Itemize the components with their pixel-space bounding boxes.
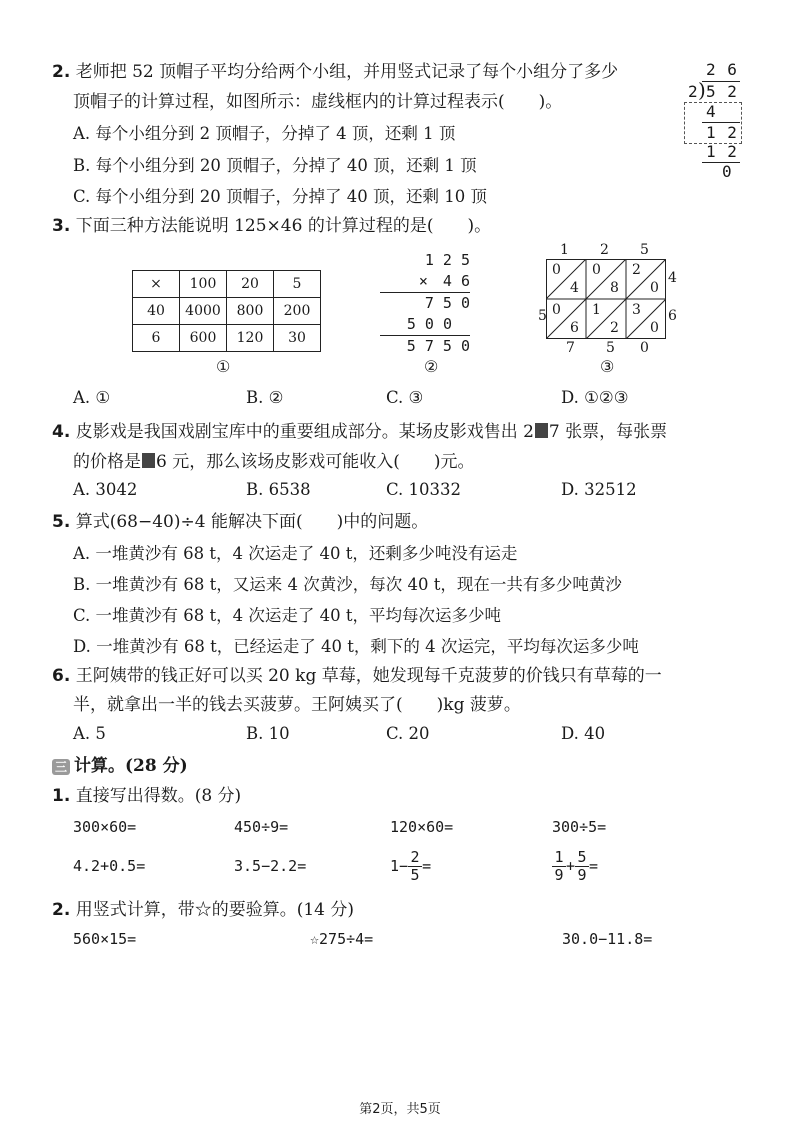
division-bracket: ) [698,78,706,102]
q3-option-b: B. ② [246,388,284,407]
q3-option-a: A. ① [73,388,111,407]
masked-digit-box [535,423,548,438]
q4-option-c: C. 10332 [386,480,462,499]
q2-option-c: C. 每个小组分到 20 顶帽子，分掉了 40 顶，还剩 10 顶 [73,187,487,206]
lattice-cell-a: 3 [632,302,641,318]
fraction-denominator: 9 [577,865,587,884]
table-cell: 40 [133,298,180,325]
lattice-grid [546,259,666,339]
q2-line1 [52,60,618,84]
lattice-left: 5 [538,308,547,324]
division-step1: 4 [706,102,716,121]
fraction-numerator: 5 [577,847,587,866]
table-cell: 5 [274,271,321,298]
lattice-cell-a: 0 [592,262,601,278]
lattice-bottom-3: 0 [640,340,649,356]
fraction [552,849,566,884]
calc2-item: 30.0−11.8= [562,930,653,948]
lattice-cell-a: 0 [552,262,561,278]
q4-text-2b: 6 元，那么该场皮影戏可能收入( )元。 [156,452,475,472]
q6-line2: 半，就拿出一半的钱去买菠萝。王阿姨买了( )kg 菠萝。 [73,695,521,715]
q5-option-d: D. 一堆黄沙有 68 t，已经运走了 40 t，剩下的 4 次运完，平均每次运多少吨 [73,637,639,656]
q3-line [52,214,491,238]
q4-option-d: D. 32512 [561,480,637,499]
calc1-item: 120×60= [390,818,454,836]
q2-line2: 顶帽子的计算过程，如图所示：虚线框内的计算过程表示( )。 [73,92,563,112]
q5-option-c: C. 一堆黄沙有 68 t，4 次运走了 40 t，平均每次运多少吨 [73,606,502,625]
division-remainder: 0 [722,162,732,181]
q4-option-a: A. 3042 [73,480,138,499]
q6-line1 [52,664,662,688]
q5-text: 算式(68−40)÷4 能解决下面( )中的问题。 [75,512,429,532]
lattice-bottom-1: 7 [566,340,575,356]
lattice-top-2: 2 [600,242,609,258]
q2-option-a: A. 每个小组分到 2 顶帽子，分掉了 4 顶，还剩 1 顶 [73,124,456,143]
table-cell: 120 [227,325,274,352]
table-cell: 800 [227,298,274,325]
lattice-cell-b: 4 [570,280,579,296]
calc2-item: ☆275÷4= [310,930,374,948]
q5-option-a: A. 一堆黄沙有 68 t，4 次运走了 40 t，还剩多少吨没有运走 [73,544,518,563]
lattice-cell-b: 6 [570,320,579,336]
table-row [133,298,321,325]
q4-option-b: B. 6538 [246,480,311,499]
q3-text: 下面三种方法能说明 125×46 的计算过程的是( )。 [75,216,492,236]
q4-line2 [73,450,474,474]
lattice-cell-b: 0 [650,280,659,296]
lattice-cell-a: 2 [632,262,641,278]
section3-heading [52,754,188,778]
fraction-denominator: 5 [410,865,420,884]
lattice-top-3: 5 [640,242,649,258]
q6-option-c: C. 20 [386,724,430,743]
q5-option-b: B. 一堆黄沙有 68 t，又运来 4 次黄沙，每次 40 t，现在一共有多少吨黄沙 [73,575,622,594]
table-row [133,325,321,352]
lattice-cell-a: 1 [592,302,601,318]
calc1-item: 4.2+0.5= [73,857,146,875]
lattice-right-1: 4 [668,270,677,286]
method2-vertical [380,250,470,357]
lattice-bottom-2: 5 [606,340,615,356]
q3-option-d: D. ①②③ [561,388,629,407]
lattice-cell-a: 0 [552,302,561,318]
division-divisor: 2 [688,82,698,101]
label-method1: ① [216,357,231,376]
calc1-number: 1. [52,786,71,806]
q2-option-b: B. 每个小组分到 20 顶帽子，分掉了 40 顶，还剩 1 顶 [73,156,477,175]
label-method2: ② [424,357,439,376]
calc1-item: 3.5−2.2= [234,857,307,875]
table-cell: 4000 [180,298,227,325]
division-quotient: 2 6 [706,60,738,79]
vertical-mult: × 4 6 [418,272,470,290]
method1-table [132,270,321,352]
vertical-total: 5 7 5 0 [380,335,470,357]
division-step2: 1 2 [706,123,738,142]
lattice-right-2: 6 [668,308,677,324]
q2-number: 2. [52,62,71,82]
vertical-p1: 7 5 0 [380,292,470,314]
q6-text-line1: 王阿姨带的钱正好可以买 20 kg 草莓，她发现每千克菠萝的价钱只有草莓的一 [75,666,662,686]
table-cell: 20 [227,271,274,298]
q3-option-c: C. ③ [386,388,424,407]
plus-sign: + [566,857,576,875]
q6-option-a: A. 5 [73,724,106,743]
calc1-item: 300×60= [73,818,137,836]
q6-number: 6. [52,666,71,686]
calc2-title: 用竖式计算，带☆的要验算。(14 分) [75,900,355,920]
masked-digit-box [142,453,155,468]
calc1-fraction-item [390,846,431,886]
equals-sign: = [589,857,599,875]
section-badge: 三 [52,759,70,775]
page-number: 第2页，共5页 [359,1102,441,1117]
q4-number: 4. [52,422,71,442]
q5-line [52,510,428,534]
calc2-number: 2. [52,900,71,920]
fraction-numerator: 2 [410,847,420,866]
lattice-cell-b: 8 [610,280,619,296]
table-cell: 30 [274,325,321,352]
q4-line1 [52,420,667,444]
calc1-item: 300÷5= [552,818,607,836]
lattice-cell-b: 0 [650,320,659,336]
calc2-heading [52,898,354,922]
calc1-frac-post: = [422,857,432,875]
fraction-numerator: 1 [554,847,564,866]
lattice-cell-b: 2 [610,320,619,336]
vertical-top: 1 2 5 [424,251,470,269]
fraction [575,849,589,884]
q2-text-line1: 老师把 52 顶帽子平均分给两个小组，并用竖式记录了每个小组分了多少 [75,62,619,82]
calc1-heading [52,784,241,808]
q4-text-2a: 的价格是 [73,452,141,472]
calc1-item: 450÷9= [234,818,289,836]
q5-number: 5. [52,512,71,532]
calc1-fraction-sum [552,846,598,886]
calc1-title: 直接写出得数。(8 分) [75,786,242,806]
calc1-frac-pre: 1− [390,857,409,875]
q4-text-1a: 皮影戏是我国戏剧宝库中的重要组成部分。某场皮影戏售出 2 [75,422,534,442]
division-line2 [702,162,740,163]
label-method3: ③ [600,357,615,376]
division-dividend: 5 2 [706,82,738,101]
table-cell: 200 [274,298,321,325]
q4-text-1b: 7 张票，每张票 [548,422,668,442]
table-cell: 6 [133,325,180,352]
q6-option-b: B. 10 [246,724,290,743]
table-cell: 100 [180,271,227,298]
division-step3: 1 2 [706,142,738,161]
lattice-top-1: 1 [560,242,569,258]
table-row [133,271,321,298]
q3-number: 3. [52,216,71,236]
long-division-figure [684,58,744,181]
vertical-p2: 5 0 0 [406,315,452,333]
method3-lattice [536,242,686,357]
fraction-denominator: 9 [554,865,564,884]
table-cell: × [133,271,180,298]
fraction [408,849,422,884]
q6-option-d: D. 40 [561,724,606,743]
calc2-item: 560×15= [73,930,137,948]
section3-title: 计算。(28 分) [74,756,188,776]
table-cell: 600 [180,325,227,352]
